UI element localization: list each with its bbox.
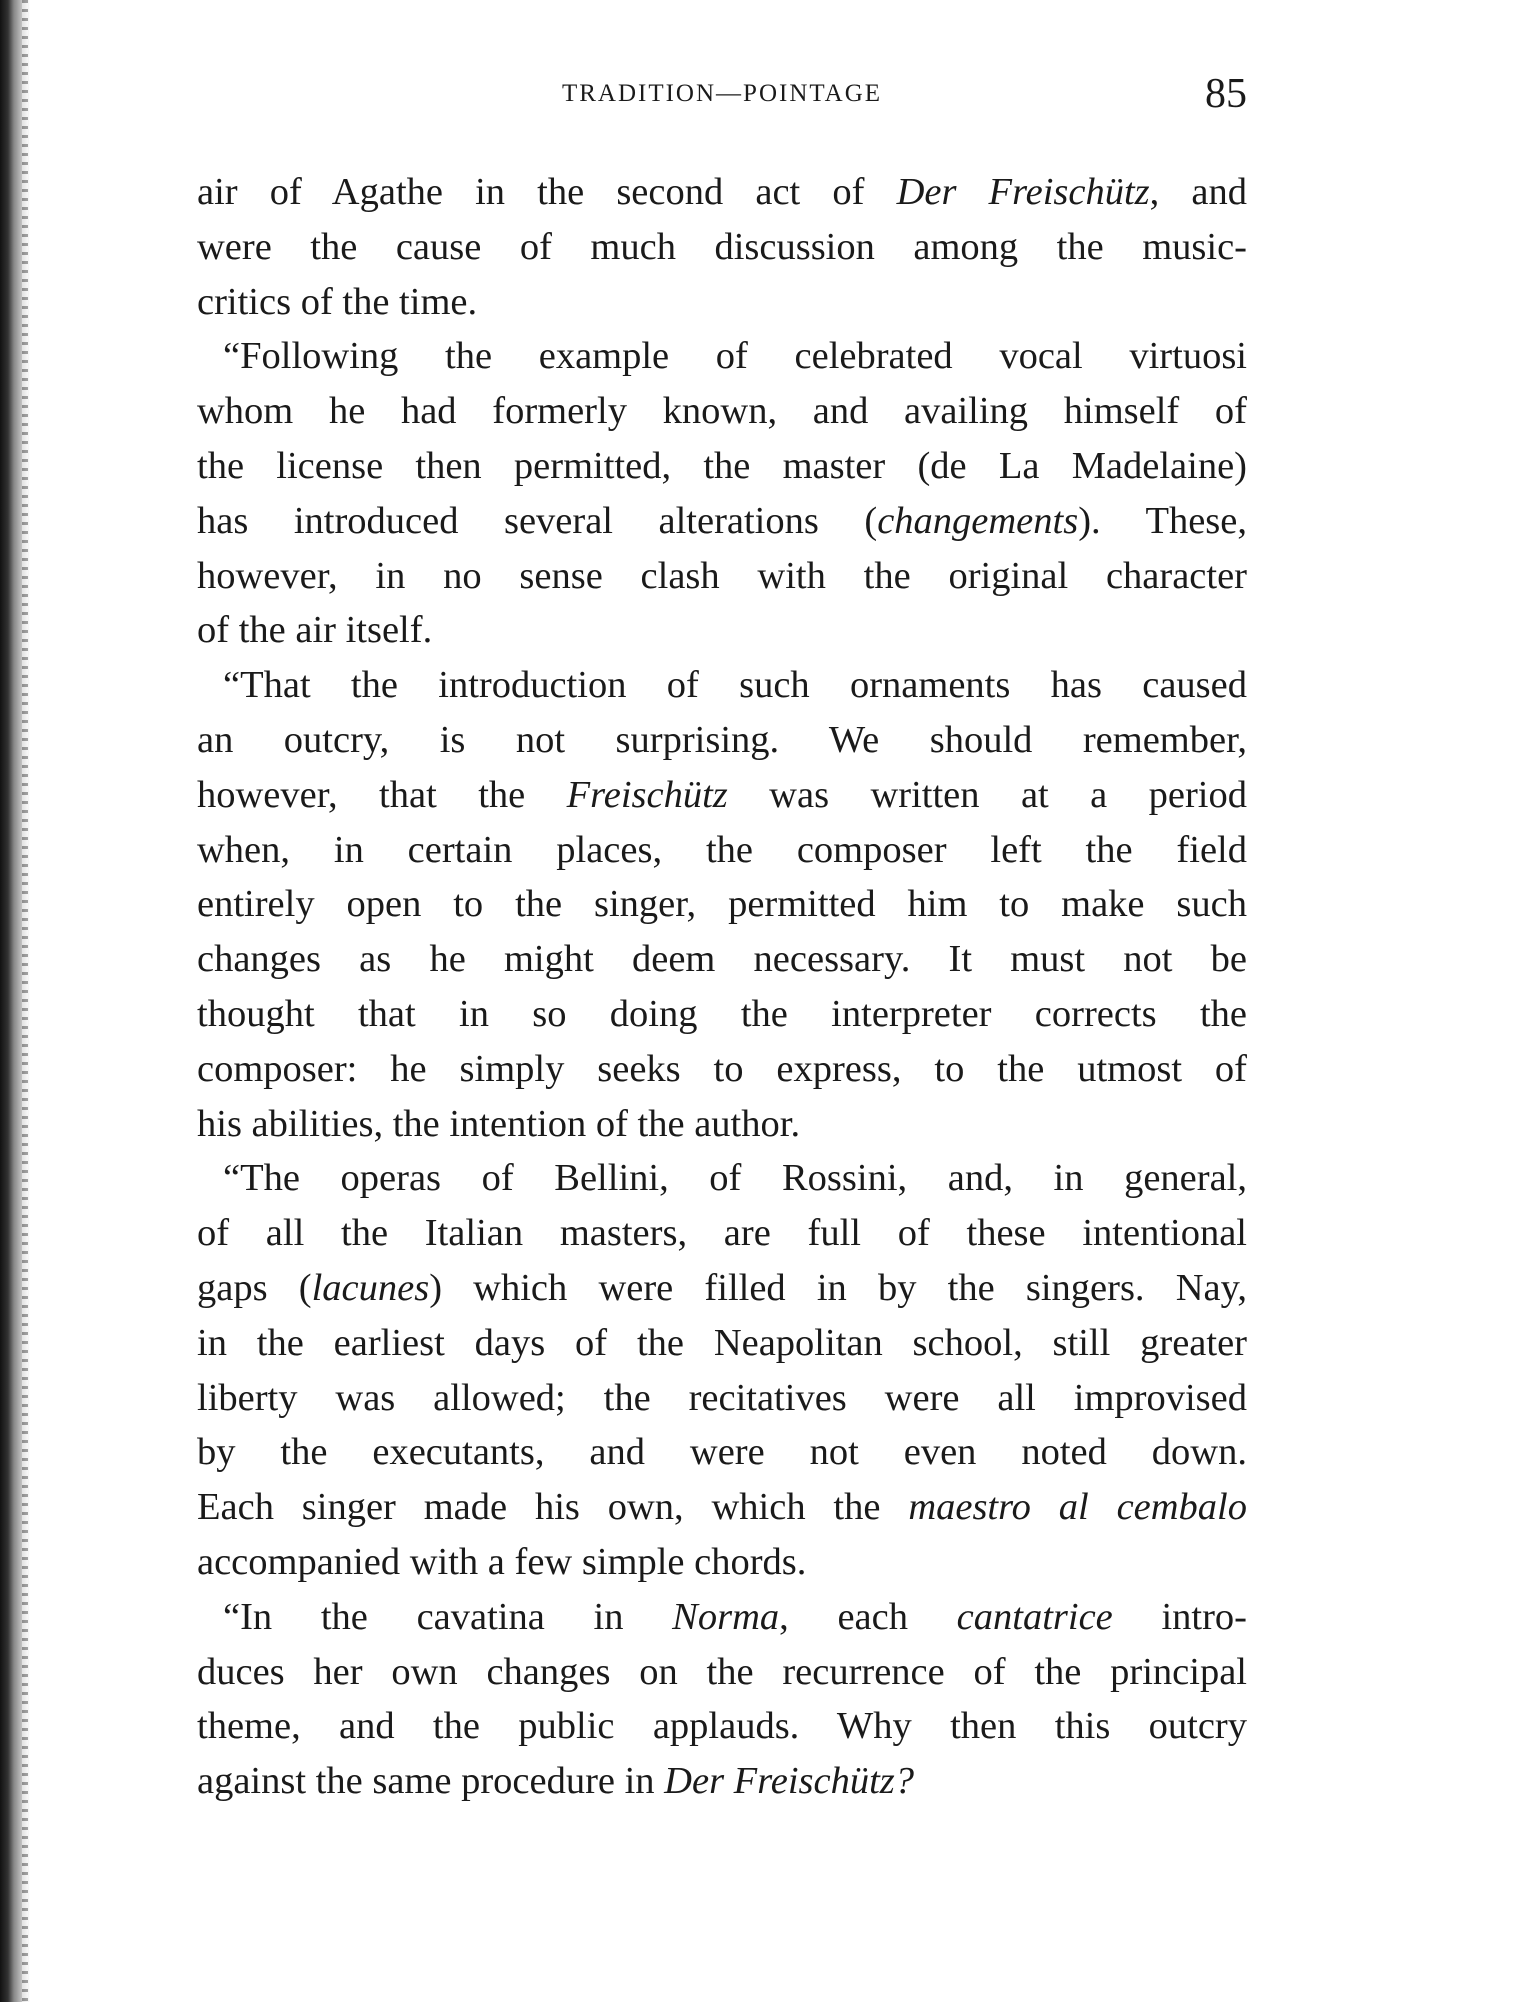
scan-edge-shadow (0, 0, 40, 2002)
text-segment: however, in no sense clash with the original character (197, 554, 1247, 597)
text-segment: ). These, (1078, 499, 1247, 542)
text-segment: were the cause of much discussion among the music- (197, 225, 1247, 268)
italic-text: Der Freischütz (896, 171, 1150, 213)
italic-text: cantatrice (956, 1595, 1113, 1638)
text-segment: intro- (1112, 1595, 1247, 1638)
text-line (197, 220, 1247, 275)
italic-text: Der Freischütz? (664, 1760, 915, 1803)
text-line (197, 1097, 1247, 1152)
text-line (197, 165, 1247, 220)
text-segment: entirely open to the singer, permitted him to make such (197, 883, 1247, 926)
text-line (197, 1371, 1247, 1426)
text-line (197, 1754, 1247, 1809)
text-segment: thought that in so doing the interpreter corrects the (197, 992, 1247, 1035)
text-line (197, 1645, 1247, 1700)
italic-text: Norma (672, 1595, 780, 1638)
text-line (197, 329, 1247, 384)
text-line (197, 713, 1247, 768)
text-segment: , and (1149, 171, 1248, 213)
text-line (197, 1206, 1247, 1261)
text-segment: Each singer made his own, which the (197, 1486, 909, 1529)
text-line (197, 275, 1247, 330)
text-segment: ) which were filled in by the singers. Nay, (429, 1266, 1247, 1309)
text-line (197, 768, 1247, 823)
text-segment: against the same procedure in (197, 1760, 665, 1803)
text-segment: the license then permitted, the master (de La Madelaine) (197, 444, 1247, 487)
text-segment: composer: he simply seeks to express, to the utmost of (197, 1047, 1247, 1090)
text-segment: “Following the example of celebrated vocal virtuosi (223, 335, 1247, 378)
scan-edge-texture (22, 0, 28, 2002)
text-segment: an outcry, is not surprising. We should remember, (197, 718, 1247, 761)
text-line (197, 1261, 1247, 1316)
text-segment: duces her own changes on the recurrence of the principal (197, 1650, 1247, 1693)
page-number: 85 (1205, 71, 1247, 117)
body-text (197, 165, 1247, 1809)
text-segment: was written at a period (727, 773, 1248, 816)
text-segment: in the earliest days of the Neapolitan school, still greater (197, 1321, 1247, 1364)
text-segment: when, in certain places, the composer left the field (197, 828, 1247, 871)
text-line (197, 1590, 1247, 1645)
text-segment: “The operas of Bellini, of Rossini, and, in general, (223, 1157, 1247, 1200)
text-line (197, 987, 1247, 1042)
text-segment: gaps ( (197, 1266, 312, 1309)
text-line (197, 1699, 1247, 1754)
text-segment: has introduced several alterations ( (197, 499, 878, 542)
text-line (197, 1151, 1247, 1206)
italic-text: maestro al cembalo (908, 1486, 1248, 1529)
text-segment: , each (779, 1595, 957, 1638)
text-line (197, 549, 1247, 604)
text-segment: changes as he might deem necessary. It must not be (197, 938, 1247, 981)
italic-text: lacunes (311, 1266, 430, 1309)
text-line (197, 384, 1247, 439)
text-segment: of the air itself. (197, 609, 433, 652)
text-line (197, 1535, 1247, 1590)
italic-text: Freischütz (566, 773, 728, 816)
running-title: TRADITION—POINTAGE (561, 80, 883, 107)
text-line (197, 932, 1247, 987)
text-line (197, 494, 1247, 549)
page-header (197, 71, 1247, 117)
text-line (197, 823, 1247, 878)
text-segment: “In the cavatina in (223, 1595, 673, 1638)
text-segment: critics of the time. (197, 280, 478, 323)
text-line (197, 1042, 1247, 1097)
text-segment: “That the introduction of such ornaments has caused (223, 664, 1247, 707)
text-line (197, 1480, 1247, 1535)
text-segment: air of Agathe in the second act of (197, 171, 897, 213)
text-line (197, 658, 1247, 713)
text-segment: by the executants, and were not even noted down. (197, 1431, 1247, 1474)
text-segment: theme, and the public applauds. Why then this outcry (197, 1705, 1247, 1748)
text-line (197, 1425, 1247, 1480)
text-segment: liberty was allowed; the recitatives were all improvised (197, 1376, 1247, 1419)
text-line (197, 1316, 1247, 1371)
text-line (197, 877, 1247, 932)
italic-text: changements (877, 499, 1079, 542)
text-segment: whom he had formerly known, and availing himself of (197, 390, 1247, 433)
text-line (197, 603, 1247, 658)
text-segment: his abilities, the intention of the author. (197, 1102, 801, 1145)
text-segment: however, that the (197, 773, 567, 816)
text-line (197, 439, 1247, 494)
text-segment: accompanied with a few simple chords. (197, 1540, 807, 1583)
text-segment: of all the Italian masters, are full of these intentional (197, 1212, 1247, 1255)
